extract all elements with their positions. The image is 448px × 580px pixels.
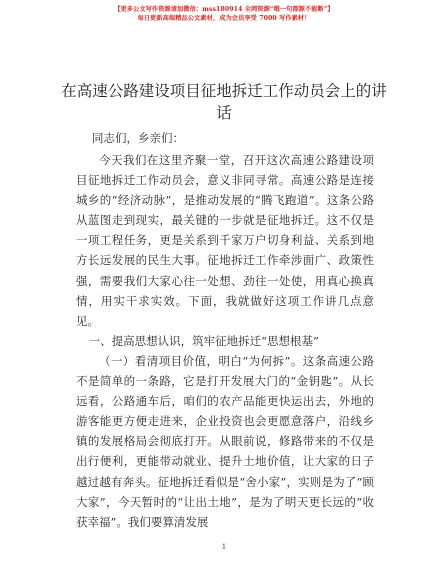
- paragraph-subsection: （一）看清项目价值，明白“为何拆”。这条高速公路不是简单的一条路，它是打开发展大门的“金钥匙”。从长远看，公路通车后，咱们的农产品能更快运出去，外地的游客能更方便走进来，企业投资也会更愿意落户，沿线乡镇的发展格局会彻底打开。从眼前说，修路带来的不仅是出行便利，更能带动就业、提升土地价值，让大家的日子越过越有奔头。征地拆迁看似是“舍小家”，实则是为了“顾大家”，今天暂时的“让出土地”，是为了明天更长远的“收获幸福”。我们要算清发展: [76, 353, 374, 529]
- section-heading: 一、提高思想认识，筑牢征地拆迁“思想根基”: [88, 333, 319, 348]
- page-number: 1: [221, 543, 227, 551]
- greeting: 同志们，乡亲们：: [92, 131, 184, 145]
- page-title: 在高速公路建设项目征地拆迁工作动员会上的讲话: [61, 82, 387, 122]
- promo-banner-line-1: 【更多公文写作资源请加微信：mss180914 全网资源“哦一句都源不能断”】: [114, 6, 334, 13]
- speech-body: [76, 150, 374, 532]
- promo-banner-line-2: 每日更新高端精品公文素材，成为会员享受 7000 写作素材！: [137, 14, 311, 22]
- paragraph-intro: 今天我们在这里齐聚一堂，召开这次高速公路建设项目征地拆迁工作动员会，意义非同寻常。高速公路是连接城乡的“经济动脉”，是推动发展的“腾飞跑道”。这条公路从蓝图走到现实，最关键的一步就是征地拆迁。这不仅是一项工程任务，更是关系到千家万户切身利益、关系到地方长远发展的民生大事。征地拆迁工作牵涉面广、政策性强，需要我们大家心往一处想、劲往一处使，用真心换真情，用实干求实效。下面，我就做好这项工作讲几点意见。: [76, 153, 374, 328]
